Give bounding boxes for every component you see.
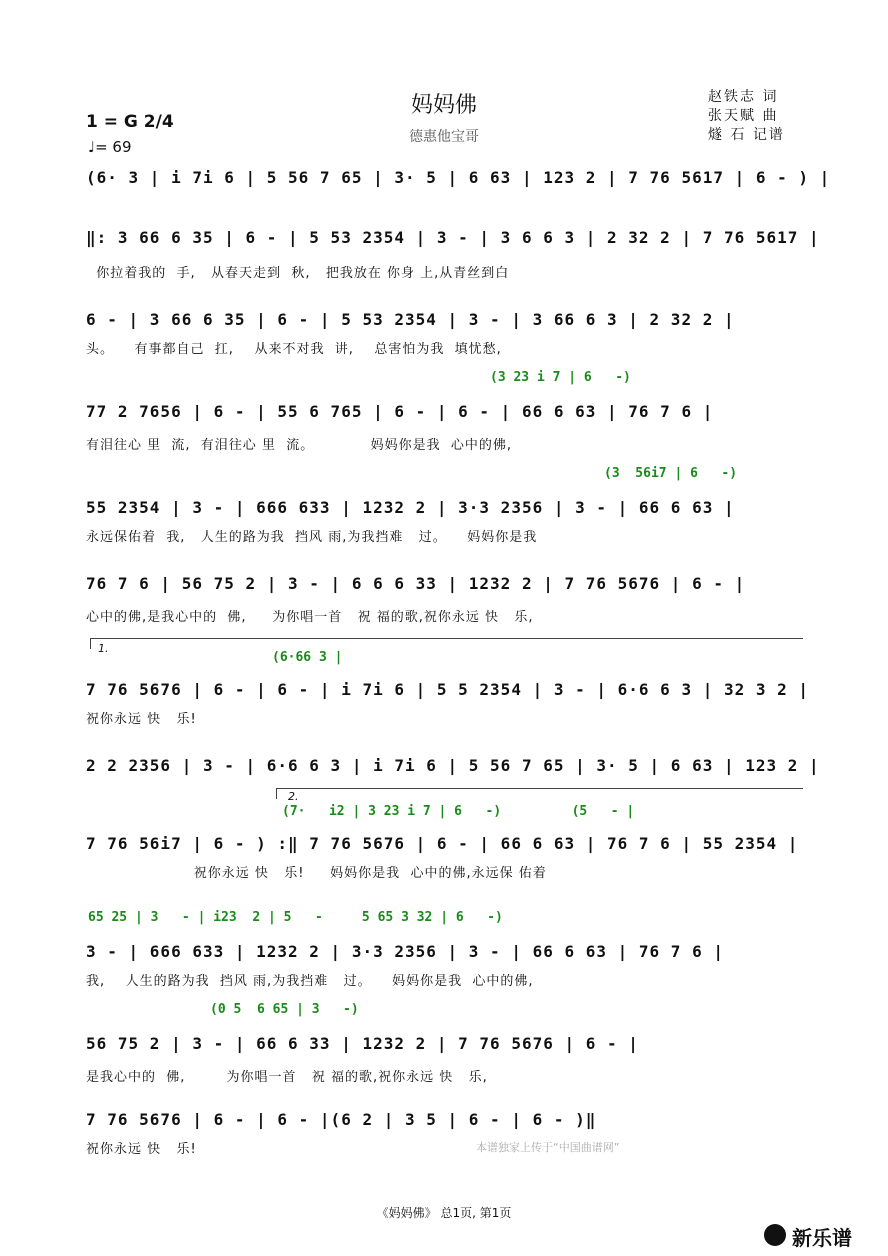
- lyric-line: 永远保佑着 我, 人生的路为我 挡风 雨,为我挡难 过。 妈妈你是我: [86, 530, 538, 545]
- lyric-line: 头。 有事都自己 扛, 从来不对我 讲, 总害怕为我 填忧愁,: [86, 342, 502, 357]
- score-row: ‖: 3 66 6 35 | 6 - | 5 53 2354 | 3 - | 3 6 6 3 | 2 32 2 | 7 76 5617 |: [86, 228, 820, 247]
- transcriber-credit: 燧 石 记谱: [708, 127, 785, 143]
- lyric-line: 祝你永远 快 乐!: [86, 712, 197, 727]
- lyric-line: 是我心中的 佛, 为你唱一首 祝 福的歌,祝你永远 快 乐,: [86, 1070, 488, 1085]
- site-logo: 新乐谱: [792, 1226, 852, 1250]
- lyricist-credit: 赵铁志 词: [708, 89, 779, 105]
- accompaniment-line: 65 25 | 3 - | i23 2 | 5 - 5 65 3 32 | 6 -): [88, 910, 503, 925]
- score-row: (6· 3 | i 7i 6 | 5 56 7 65 | 3· 5 | 6 63 | 123 2 | 7 76 5617 | 6 - ) |: [86, 168, 831, 187]
- record-disc-icon: [764, 1224, 786, 1246]
- credits: [708, 88, 785, 145]
- page-footer: 《妈妈佛》 总1页, 第1页: [376, 1206, 512, 1220]
- composer-credit: 张天赋 曲: [708, 108, 779, 124]
- score-row: 56 75 2 | 3 - | 66 6 33 | 1232 2 | 7 76 5676 | 6 - |: [86, 1034, 639, 1053]
- volta-bracket-2: [276, 788, 803, 799]
- volta-label-1: 1.: [98, 642, 109, 655]
- lyric-line: 我, 人生的路为我 挡风 雨,为我挡难 过。 妈妈你是我 心中的佛,: [86, 974, 534, 989]
- watermark-text: 本谱独家上传于“中国曲谱网”: [476, 1141, 620, 1154]
- volta-bracket-1: [90, 638, 803, 649]
- score-row: 7 76 5676 | 6 - | 6 - |(6 2 | 3 5 | 6 - | 6 - )‖: [86, 1110, 597, 1129]
- score-row: 7 76 5676 | 6 - | 6 - | i 7i 6 | 5 5 2354 | 3 - | 6·6 6 3 | 32 3 2 |: [86, 680, 810, 699]
- score-row: 77 2 7656 | 6 - | 55 6 765 | 6 - | 6 - | 66 6 63 | 76 7 6 |: [86, 402, 714, 421]
- tempo-marking: ♩= 69: [88, 138, 132, 156]
- score-subtitle: 德惠他宝哥: [409, 129, 479, 145]
- score-row: 3 - | 666 633 | 1232 2 | 3·3 2356 | 3 - | 66 6 63 | 76 7 6 |: [86, 942, 724, 961]
- accompaniment-line: (7· i2 | 3 23 i 7 | 6 -) (5 - |: [282, 804, 635, 819]
- key-signature: 1 = G 2/4: [86, 112, 174, 132]
- accompaniment-line: (3 56i7 | 6 -): [604, 466, 738, 481]
- score-title: 妈妈佛: [410, 93, 477, 118]
- volta-label-2: 2.: [288, 790, 299, 803]
- accompaniment-line: (6·66 3 |: [272, 650, 343, 665]
- lyric-line: 祝你永远 快 乐! 妈妈你是我 心中的佛,永远保 佑着: [86, 866, 547, 881]
- accompaniment-line: (0 5 6 65 | 3 -): [210, 1002, 359, 1017]
- lyric-line: 心中的佛,是我心中的 佛, 为你唱一首 祝 福的歌,祝你永远 快 乐,: [86, 610, 534, 625]
- score-row: 55 2354 | 3 - | 666 633 | 1232 2 | 3·3 2356 | 3 - | 66 6 63 |: [86, 498, 735, 517]
- score-row: 7 76 56i7 | 6 - ) :‖ 7 76 5676 | 6 - | 66 6 63 | 76 7 6 | 55 2354 |: [86, 834, 799, 853]
- lyric-line: 祝你永远 快 乐!: [86, 1142, 197, 1157]
- score-row: 76 7 6 | 56 75 2 | 3 - | 6 6 6 33 | 1232 2 | 7 76 5676 | 6 - |: [86, 574, 746, 593]
- score-row: 6 - | 3 66 6 35 | 6 - | 5 53 2354 | 3 - | 3 66 6 3 | 2 32 2 |: [86, 310, 735, 329]
- lyric-line: 你拉着我的 手, 从春天走到 秋, 把我放在 你身 上,从青丝到白: [86, 266, 510, 281]
- lyric-line: 有泪往心 里 流, 有泪往心 里 流。 妈妈你是我 心中的佛,: [86, 438, 513, 453]
- score-row: 2 2 2356 | 3 - | 6·6 6 3 | i 7i 6 | 5 56 7 65 | 3· 5 | 6 63 | 123 2 |: [86, 756, 820, 775]
- accompaniment-line: (3 23 i 7 | 6 -): [490, 370, 631, 385]
